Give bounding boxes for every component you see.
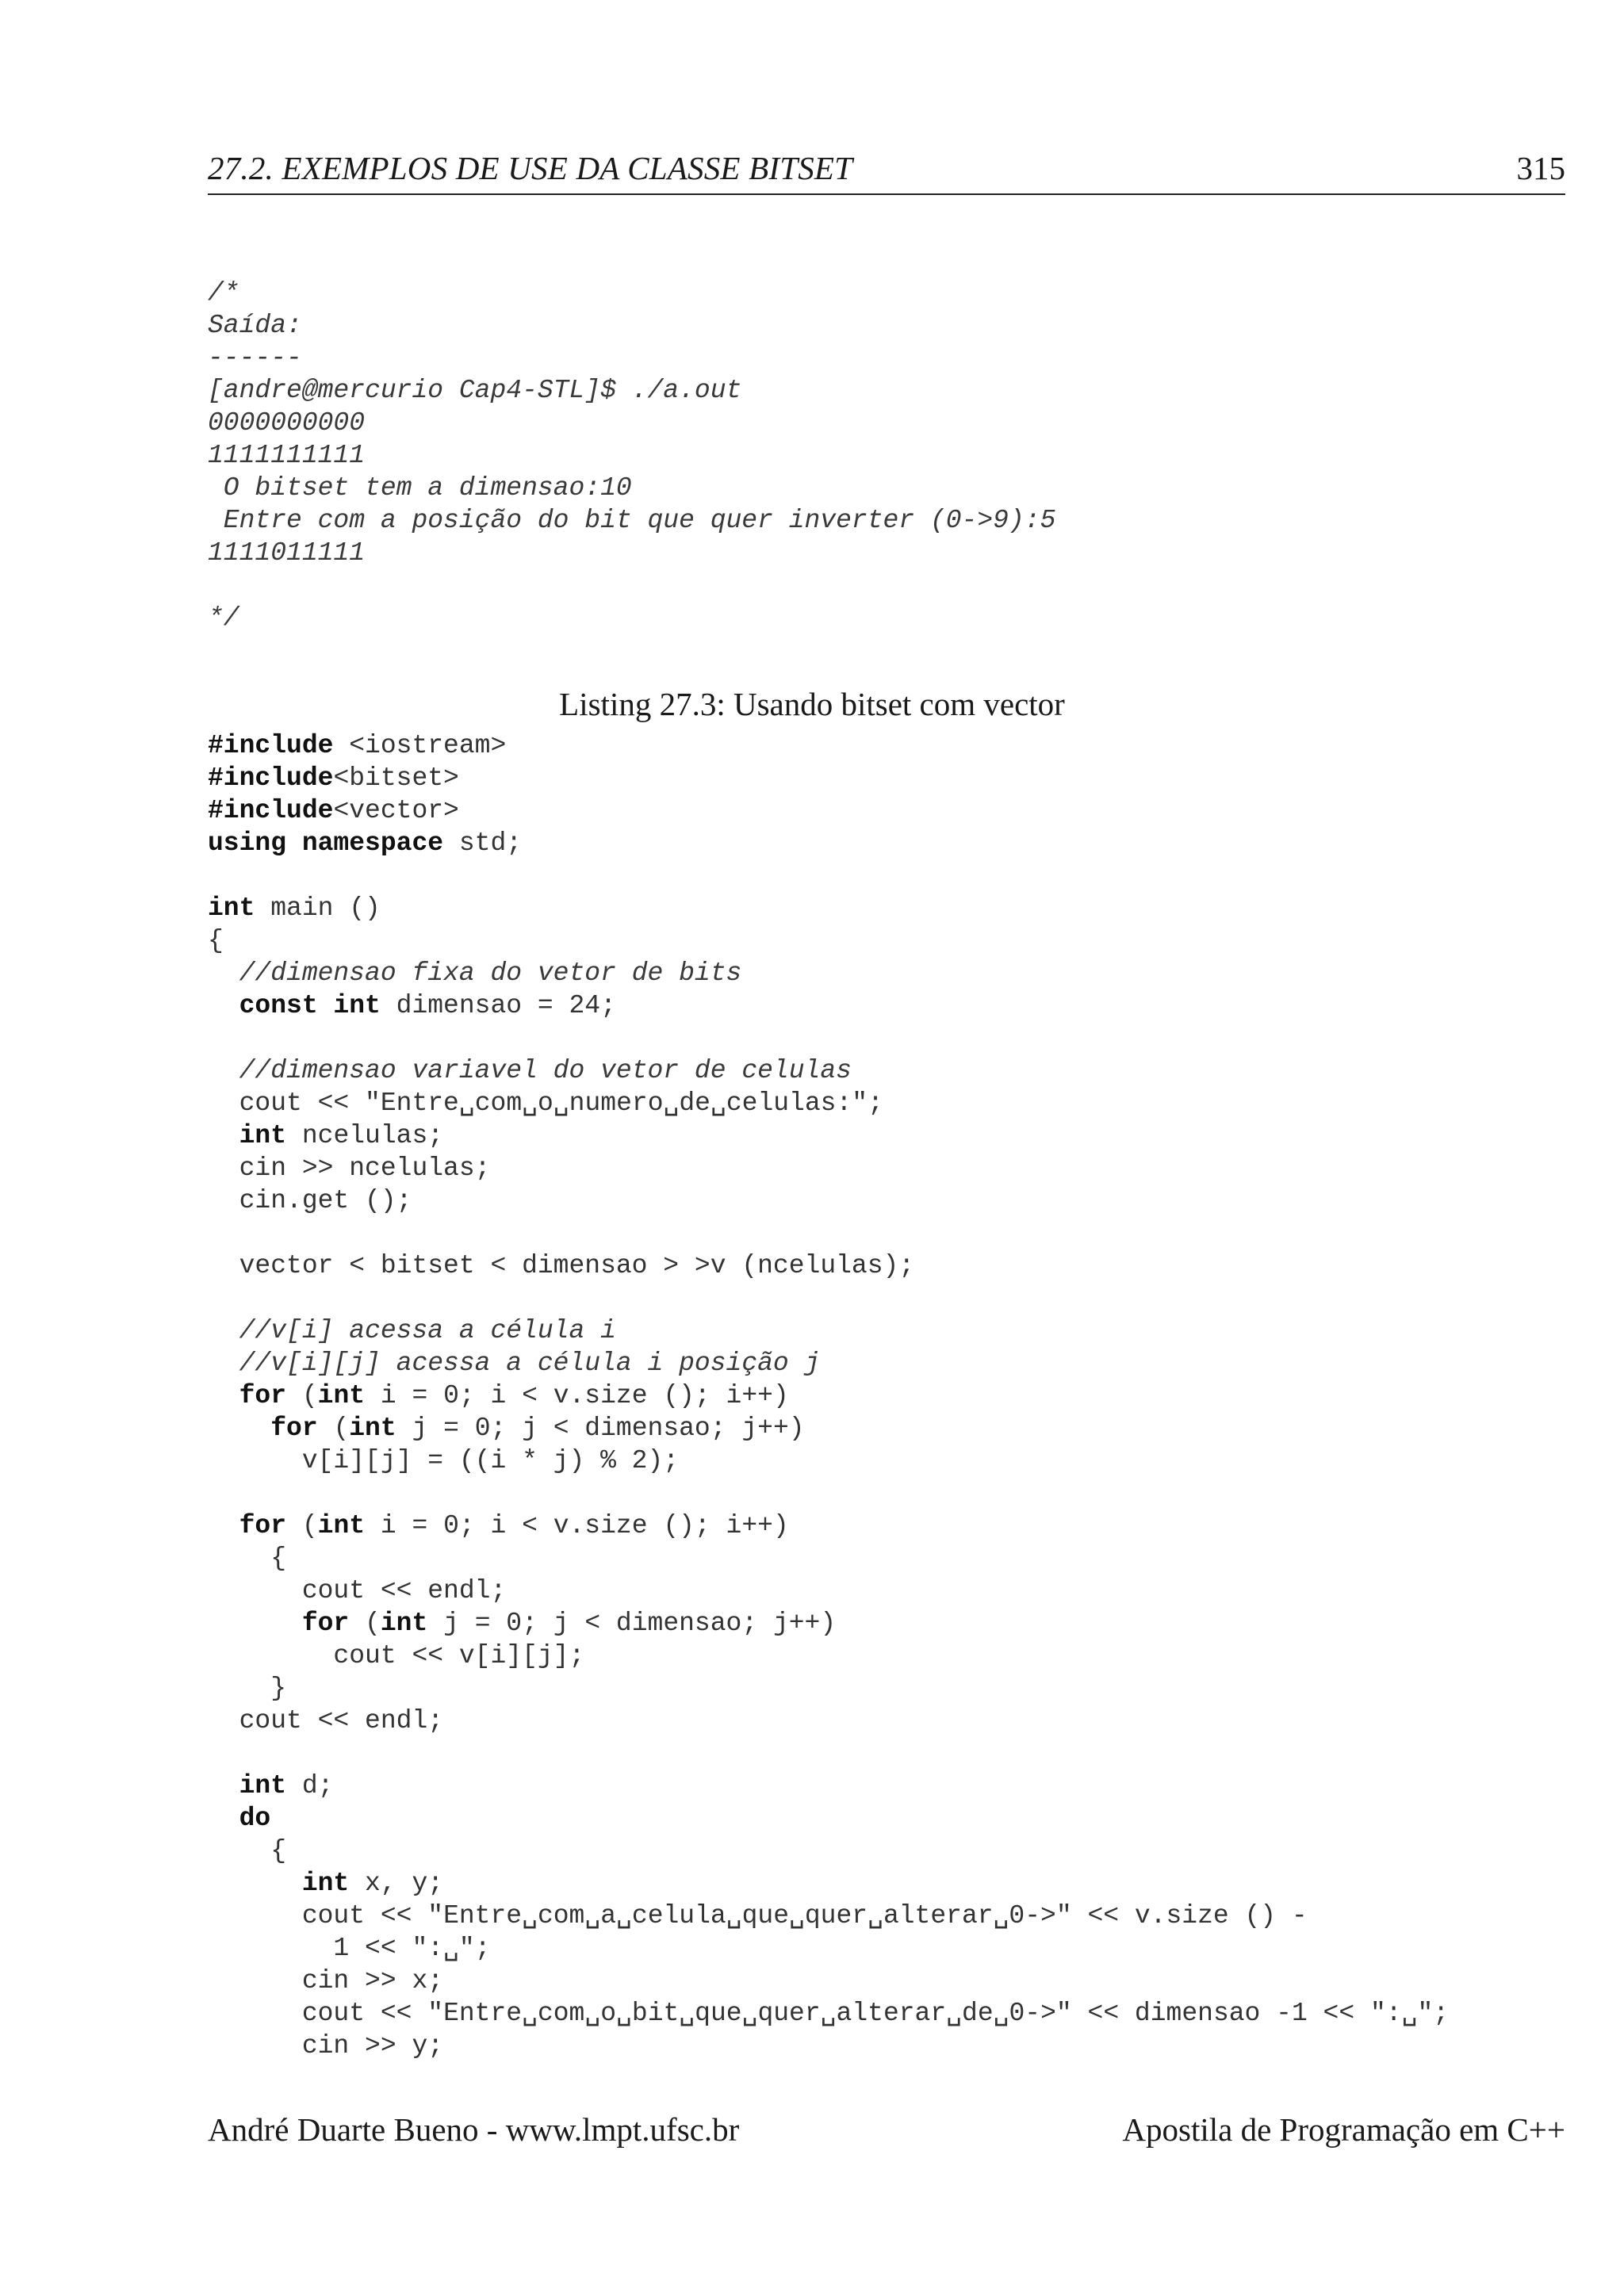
code-string: Entre␣com␣o␣bit␣que␣quer␣alterar␣de␣0->	[443, 1999, 1056, 2028]
code-line	[208, 2030, 1449, 2062]
code-text: cout << endl;	[208, 1706, 444, 1735]
code-keyword: const int	[239, 991, 381, 1020]
code-line	[208, 892, 1449, 924]
code-keyword: #include	[208, 731, 334, 760]
output-line: 0000000000	[208, 408, 366, 438]
code-string: Entre␣com␣o␣numero␣de␣celulas:	[380, 1089, 852, 1118]
code-line	[208, 1119, 1449, 1152]
code-line	[208, 1575, 1449, 1607]
code-line	[208, 1705, 1449, 1737]
code-text: cout << endl;	[208, 1576, 507, 1605]
code-text: cout << "	[208, 1901, 444, 1931]
code-text	[208, 1771, 239, 1800]
code-line	[208, 1542, 1449, 1575]
code-text	[208, 1056, 239, 1085]
code-listing	[208, 729, 1449, 2062]
code-line	[208, 1640, 1449, 1672]
code-line	[208, 1835, 1449, 1867]
code-text	[208, 1414, 270, 1443]
code-text: cin >> x;	[208, 1966, 444, 1996]
code-text: cout << "	[208, 1089, 381, 1118]
code-line	[208, 1249, 1449, 1282]
page-footer	[208, 2109, 1565, 2150]
code-line	[208, 1672, 1449, 1705]
output-line: ------	[208, 343, 302, 373]
code-keyword: using namespace	[208, 828, 444, 858]
code-text: cin.get ();	[208, 1186, 412, 1215]
output-line: Saída:	[208, 311, 302, 340]
code-keyword: int	[349, 1414, 396, 1443]
listing-caption: Listing 27.3: Usando bitset com vector	[559, 686, 1065, 722]
code-line	[208, 1282, 1449, 1314]
page-number: 315	[1516, 150, 1565, 186]
code-keyword: for	[239, 1511, 287, 1540]
code-text: ncelulas;	[286, 1121, 444, 1150]
code-line	[208, 1445, 1449, 1477]
code-keyword: for	[270, 1414, 318, 1443]
output-line: O bitset tem a dimensao:10	[208, 473, 632, 503]
code-line	[208, 1347, 1449, 1380]
code-keyword: int	[239, 1121, 287, 1150]
code-text: vector < bitset < dimensao > >v (ncelulas);	[208, 1251, 915, 1280]
code-text: cout << v[i][j];	[208, 1641, 585, 1670]
code-keyword: int	[380, 1609, 428, 1638]
code-keyword: for	[239, 1381, 287, 1410]
code-text: {	[208, 1836, 287, 1866]
code-line	[208, 1965, 1449, 1997]
code-text: ";	[458, 1934, 491, 1963]
code-text	[208, 1804, 239, 1833]
code-line	[208, 859, 1449, 892]
code-text	[208, 991, 239, 1020]
code-keyword: int	[239, 1771, 287, 1800]
code-text: d;	[286, 1771, 334, 1800]
code-text: cout << "	[208, 1999, 444, 2028]
code-line	[208, 924, 1449, 957]
code-text: i = 0; i < v.size (); i++)	[365, 1511, 789, 1540]
code-text: dimensao = 24;	[380, 991, 616, 1020]
output-line: Entre com a posição do bit que quer inverter (0->9):5	[208, 506, 1056, 535]
code-text: 1 << "	[208, 1934, 428, 1963]
code-text: ";	[852, 1089, 883, 1118]
code-line	[208, 1607, 1449, 1640]
code-text	[208, 1511, 239, 1540]
code-text	[208, 1869, 302, 1898]
code-line	[208, 1900, 1449, 1932]
code-string: :␣	[1385, 1999, 1418, 2028]
code-text	[208, 1121, 239, 1150]
code-line	[208, 1802, 1449, 1835]
program-output-comment	[208, 277, 1055, 634]
code-line	[208, 1184, 1449, 1217]
output-line: 1111011111	[208, 538, 366, 568]
code-text: {	[208, 1544, 287, 1573]
code-text: " << dimensao -1 << "	[1055, 1999, 1386, 2028]
code-line	[208, 1997, 1449, 2030]
code-line	[208, 957, 1449, 989]
code-line	[208, 1770, 1449, 1802]
code-text: v[i][j] = ((i * j) % 2);	[208, 1446, 680, 1475]
code-line	[208, 1314, 1449, 1347]
code-text: " << v.size () -	[1055, 1901, 1308, 1931]
code-line	[208, 1022, 1449, 1054]
code-comment: //dimensao fixa do vetor de bits	[239, 959, 742, 988]
code-text: ";	[1417, 1999, 1450, 2028]
code-comment: //dimensao variavel do vetor de celulas	[239, 1056, 852, 1085]
code-keyword: int	[301, 1869, 350, 1898]
code-line	[208, 1152, 1449, 1184]
code-line	[208, 1932, 1449, 1965]
running-header	[208, 149, 1565, 195]
code-line	[208, 1412, 1449, 1445]
code-line	[208, 989, 1449, 1022]
code-string: Entre␣com␣a␣celula␣que␣quer␣alterar␣0->	[443, 1901, 1056, 1931]
section-title: 27.2. EXEMPLOS DE USE DA CLASSE BITSET	[208, 150, 853, 186]
code-keyword: do	[239, 1804, 271, 1833]
output-line: /*	[208, 278, 239, 308]
code-text	[208, 1381, 239, 1410]
code-text: (	[286, 1381, 318, 1410]
code-text: cin >> ncelulas;	[208, 1154, 491, 1183]
code-text: i = 0; i < v.size (); i++)	[365, 1381, 789, 1410]
code-text	[208, 1316, 239, 1345]
output-line: [andre@mercurio Cap4-STL]$ ./a.out	[208, 376, 742, 405]
output-line	[208, 569, 1055, 602]
output-line: 1111111111	[208, 441, 366, 470]
code-text	[208, 959, 239, 988]
code-text: {	[208, 926, 224, 955]
code-line	[208, 1087, 1449, 1119]
footer-author: André Duarte Bueno - www.lmpt.ufsc.br	[208, 2111, 740, 2148]
code-comment: //v[i][j] acessa a célula i posição j	[239, 1349, 821, 1378]
footer-book-title: Apostila de Programação em C++	[1122, 2111, 1565, 2148]
code-line	[208, 1737, 1449, 1770]
code-text	[208, 1349, 239, 1378]
code-text: <iostream>	[333, 731, 507, 760]
code-line	[208, 1380, 1449, 1412]
code-text: j = 0; j < dimensao; j++)	[427, 1609, 837, 1638]
code-text: x, y;	[349, 1869, 444, 1898]
code-string: :␣	[427, 1934, 459, 1963]
code-line	[208, 762, 1449, 794]
code-comment: //v[i] acessa a célula i	[239, 1316, 616, 1345]
code-text	[208, 1609, 302, 1638]
output-line: */	[208, 603, 239, 633]
code-keyword: #include	[208, 796, 334, 825]
code-text: cin >> y;	[208, 2031, 444, 2061]
code-keyword: int	[208, 894, 255, 923]
code-text: }	[208, 1674, 287, 1703]
code-keyword: int	[317, 1511, 366, 1540]
code-keyword: int	[317, 1381, 366, 1410]
code-text: <vector>	[333, 796, 459, 825]
code-line	[208, 1477, 1449, 1510]
code-text: main ()	[255, 894, 381, 923]
code-line	[208, 1054, 1449, 1087]
code-text: j = 0; j < dimensao; j++)	[396, 1414, 805, 1443]
code-text: <bitset>	[333, 763, 459, 793]
code-line	[208, 729, 1449, 762]
code-text: std;	[443, 828, 523, 858]
code-line	[208, 1217, 1449, 1249]
code-keyword: for	[301, 1609, 350, 1638]
code-line	[208, 1510, 1449, 1542]
code-text: (	[286, 1511, 318, 1540]
code-text: (	[349, 1609, 381, 1638]
code-line	[208, 1867, 1449, 1900]
code-line	[208, 794, 1449, 827]
code-text: (	[317, 1414, 350, 1443]
code-line	[208, 827, 1449, 859]
code-keyword: #include	[208, 763, 334, 793]
